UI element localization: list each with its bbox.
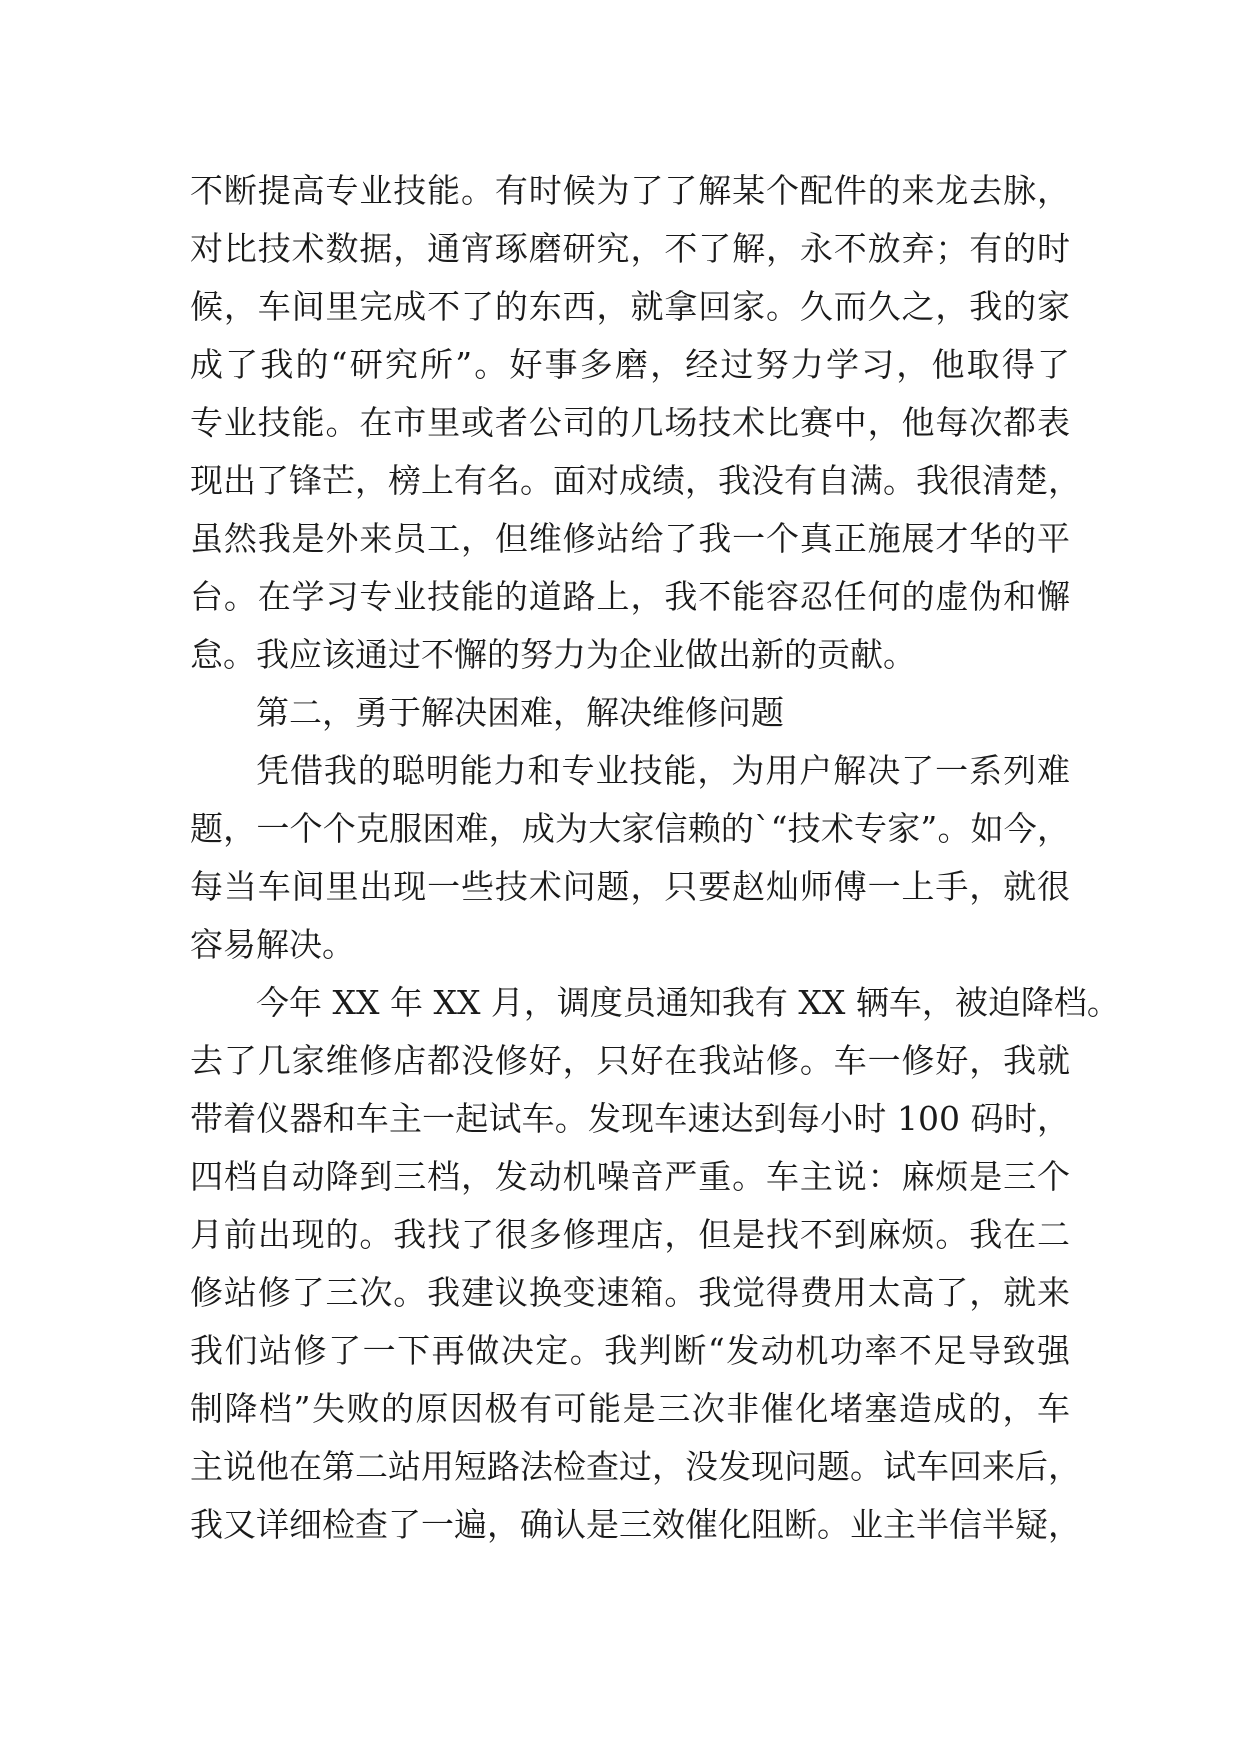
text-line: 不断提高专业技能。有时候为了了解某个配件的来龙去脉，	[190, 171, 1070, 210]
text-line: 虽然我是外来员工，但维修站给了我一个真正施展才华的平	[190, 519, 1070, 558]
text-line: 修站修了三次。我建议换变速箱。我觉得费用太高了，就来	[190, 1273, 1070, 1312]
text-line: 四档自动降到三档，发动机噪音严重。车主说：麻烦是三个	[190, 1157, 1070, 1196]
section-heading: 第二，勇于解决困难，解决维修问题	[256, 693, 784, 732]
text-line: 带着仪器和车主一起试车。发现车速达到每小时 100 码时，	[190, 1099, 1070, 1138]
text-line: 我又详细检查了一遍，确认是三效催化阻断。业主半信半疑，	[190, 1505, 1081, 1544]
text-line: 凭借我的聪明能力和专业技能，为用户解决了一系列难	[256, 751, 1070, 790]
text-line: 月前出现的。我找了很多修理店，但是找不到麻烦。我在二	[190, 1215, 1070, 1254]
text-line: 成了我的“研究所”。好事多磨，经过努力学习，他取得了	[190, 345, 1070, 384]
text-line: 去了几家维修店都没修好，只好在我站修。车一修好，我就	[190, 1041, 1070, 1080]
text-line: 对比技术数据，通宵琢磨研究，不了解，永不放弃；有的时	[190, 229, 1070, 268]
text-line: 现出了锋芒，榜上有名。面对成绩，我没有自满。我很清楚，	[190, 461, 1081, 500]
text-line: 候，车间里完成不了的东西，就拿回家。久而久之，我的家	[190, 287, 1070, 326]
document-body	[190, 162, 1120, 1554]
text-line: 容易解决。	[190, 925, 355, 964]
text-line: 我们站修了一下再做决定。我判断“发动机功率不足导致强	[190, 1331, 1070, 1370]
text-line: 题，一个个克服困难，成为大家信赖的`“技术专家”。如今，	[190, 809, 1070, 848]
text-line: 每当车间里出现一些技术问题，只要赵灿师傅一上手，就很	[190, 867, 1070, 906]
text-line: 今年 XX 年 XX 月，调度员通知我有 XX 辆车，被迫降档。	[256, 983, 1120, 1022]
text-line: 主说他在第二站用短路法检查过，没发现问题。试车回来后，	[190, 1447, 1081, 1486]
text-line: 怠。我应该通过不懈的努力为企业做出新的贡献。	[190, 635, 916, 674]
text-line: 台。在学习专业技能的道路上，我不能容忍任何的虚伪和懈	[190, 577, 1070, 616]
text-line: 专业技能。在市里或者公司的几场技术比赛中，他每次都表	[190, 403, 1070, 442]
text-line: 制降档”失败的原因极有可能是三次非催化堵塞造成的，车	[190, 1389, 1070, 1428]
